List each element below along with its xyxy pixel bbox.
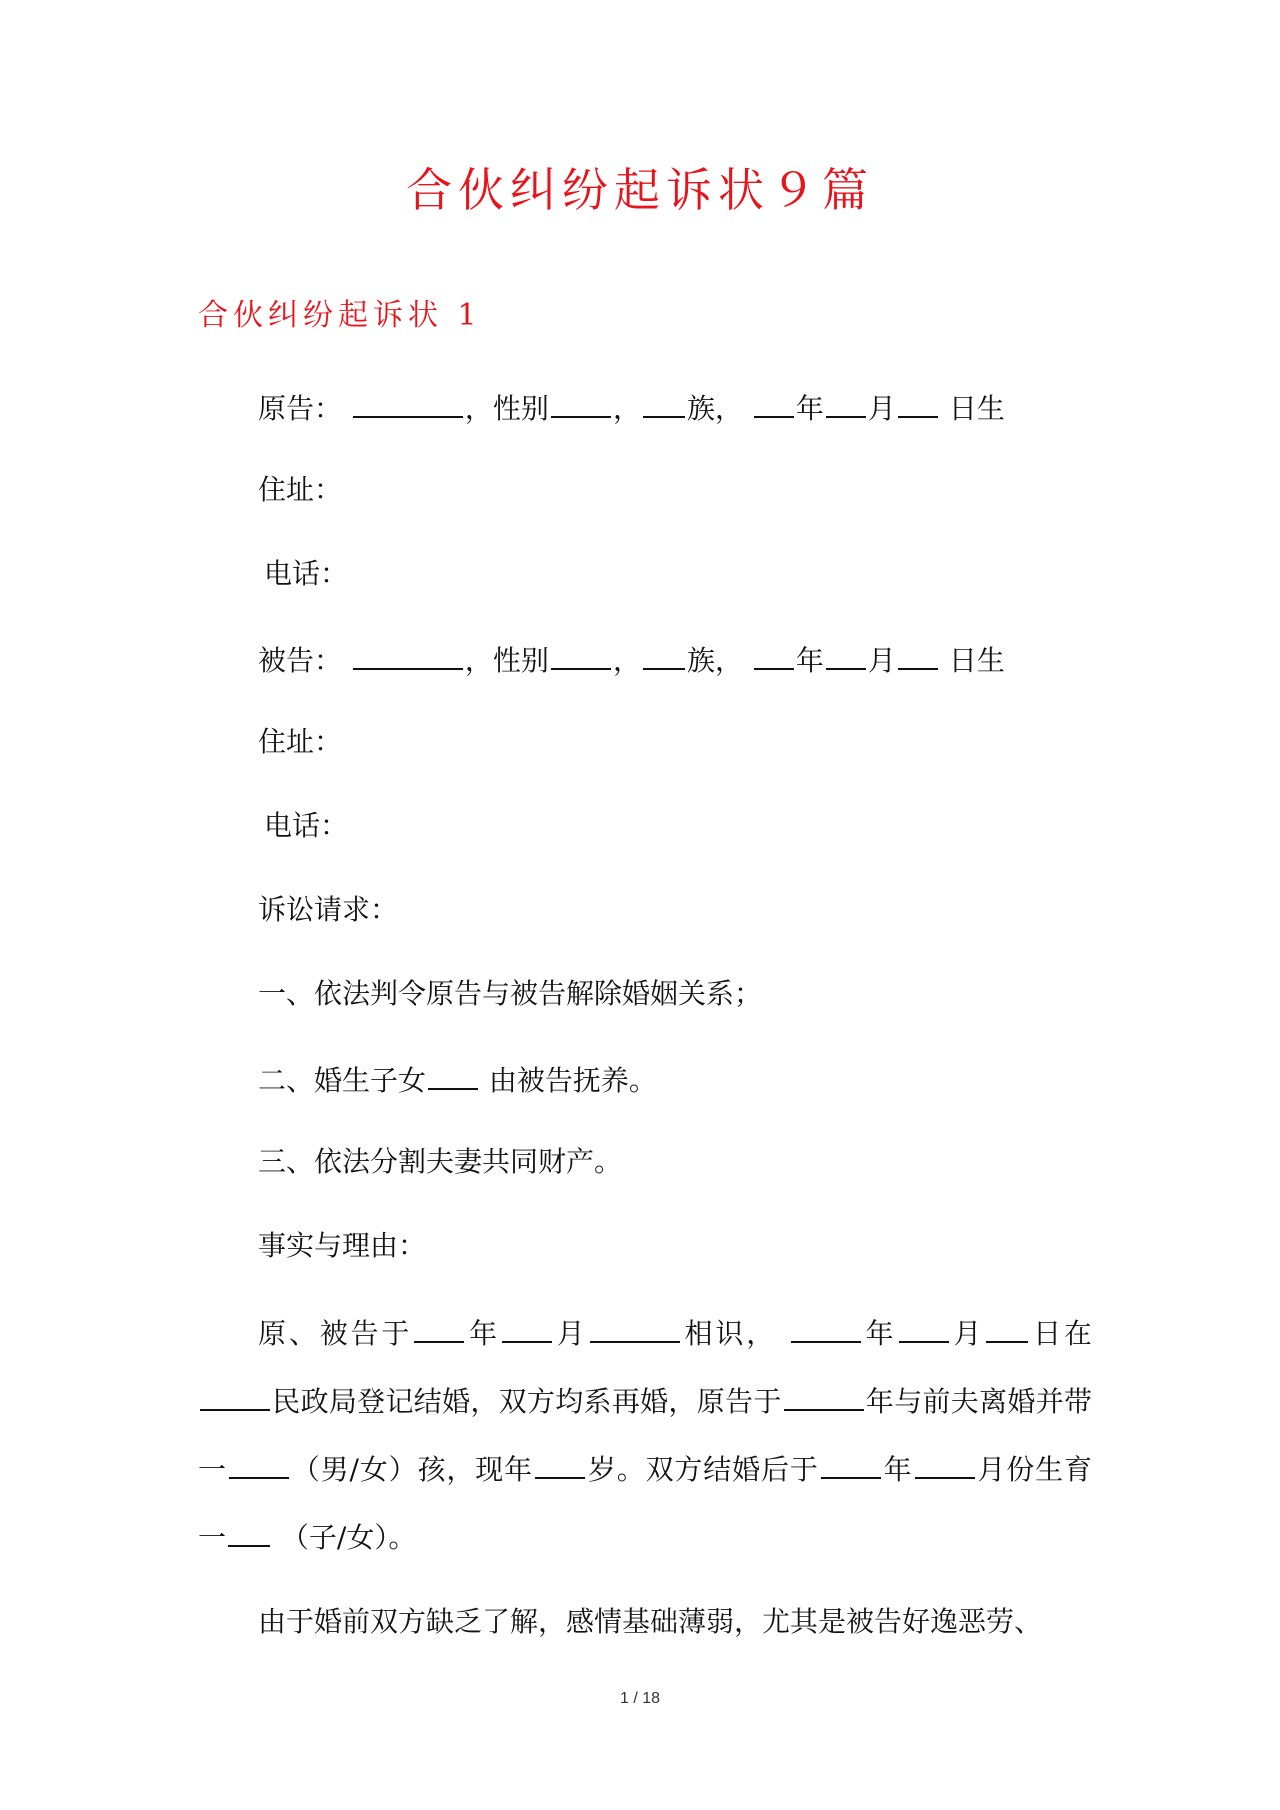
year-blank	[754, 386, 794, 418]
plaintiff-label: 原告：	[258, 392, 343, 425]
ethnic-blank	[643, 638, 685, 670]
text: （子/女）。	[280, 1521, 417, 1554]
defendant-address: 住址：	[258, 725, 343, 758]
defendant-label: 被告：	[258, 644, 343, 677]
defendant-phone: 电话：	[264, 809, 349, 842]
claim-2	[258, 1058, 657, 1101]
claim-2-suffix: 由被告抚养。	[488, 1064, 657, 1097]
name-blank	[353, 638, 463, 670]
claim-1: 一、依法判令原告与被告解除婚姻关系；	[258, 977, 763, 1010]
claims-heading: 诉讼请求：	[258, 893, 399, 926]
blank	[986, 1311, 1028, 1343]
text: 年	[882, 1453, 913, 1486]
text: （男/女）孩，现年	[290, 1453, 533, 1486]
name-blank	[353, 386, 463, 418]
ethnic-label: 族，	[686, 392, 743, 425]
blank	[590, 1311, 680, 1343]
blank	[200, 1379, 270, 1411]
plaintiff-line	[258, 386, 1005, 429]
plaintiff-address: 住址：	[258, 473, 343, 506]
year-label: 年	[795, 644, 824, 677]
defendant-line	[258, 638, 1005, 681]
born-label: 日生	[948, 644, 1005, 677]
blank	[229, 1447, 289, 1479]
gender-blank	[551, 638, 611, 670]
born-label: 日生	[948, 392, 1005, 425]
claim-2-text: 二、婚生子女	[258, 1064, 427, 1097]
text: 日在	[1030, 1317, 1092, 1350]
ethnic-blank	[643, 386, 685, 418]
page-number: 1 / 18	[619, 1690, 661, 1707]
gender-blank	[551, 386, 611, 418]
text: 月	[553, 1317, 588, 1350]
text: 年与前夫离婚并带一	[198, 1385, 1092, 1486]
text: 月	[950, 1317, 985, 1350]
text: 年	[862, 1317, 897, 1350]
blank	[784, 1379, 864, 1411]
ethnic-label: 族，	[686, 644, 743, 677]
blank	[502, 1311, 552, 1343]
text: 岁。双方结婚后于	[586, 1453, 819, 1486]
child-blank	[428, 1058, 478, 1090]
separator: ，	[612, 644, 641, 677]
last-paragraph: 由于婚前双方缺乏了解，感情基础薄弱，尤其是被告好逸恶劳、	[258, 1605, 1043, 1638]
claim-3: 三、依法分割夫妻共同财产。	[258, 1145, 623, 1178]
blank	[535, 1447, 585, 1479]
separator: ，	[612, 392, 641, 425]
text: 年	[466, 1317, 500, 1350]
gender-label: ，性别	[464, 644, 549, 677]
blank	[228, 1515, 270, 1547]
text: 民政局登记结婚，双方均系再婚，原告于	[272, 1385, 782, 1418]
blank	[899, 1311, 949, 1343]
blank	[821, 1447, 881, 1479]
facts-paragraph	[198, 1300, 1092, 1572]
gender-label: ，性别	[464, 392, 549, 425]
year-blank	[754, 638, 794, 670]
blank	[915, 1447, 975, 1479]
plaintiff-phone: 电话：	[264, 557, 349, 590]
month-blank	[826, 386, 866, 418]
year-label: 年	[795, 392, 824, 425]
section-title: 合伙纠纷起诉状 1	[198, 298, 482, 333]
blank	[414, 1311, 464, 1343]
month-blank	[826, 638, 866, 670]
month-label: 月	[867, 392, 896, 425]
document-title: 合伙纠纷起诉状９篇	[406, 163, 874, 217]
text: 原、被告于	[258, 1317, 413, 1350]
text: 月份生育一	[198, 1453, 1092, 1554]
day-blank	[898, 638, 938, 670]
blank	[791, 1311, 861, 1343]
month-label: 月	[867, 644, 896, 677]
day-blank	[898, 386, 938, 418]
text: 相识，	[681, 1317, 778, 1350]
facts-heading: 事实与理由：	[258, 1229, 427, 1262]
